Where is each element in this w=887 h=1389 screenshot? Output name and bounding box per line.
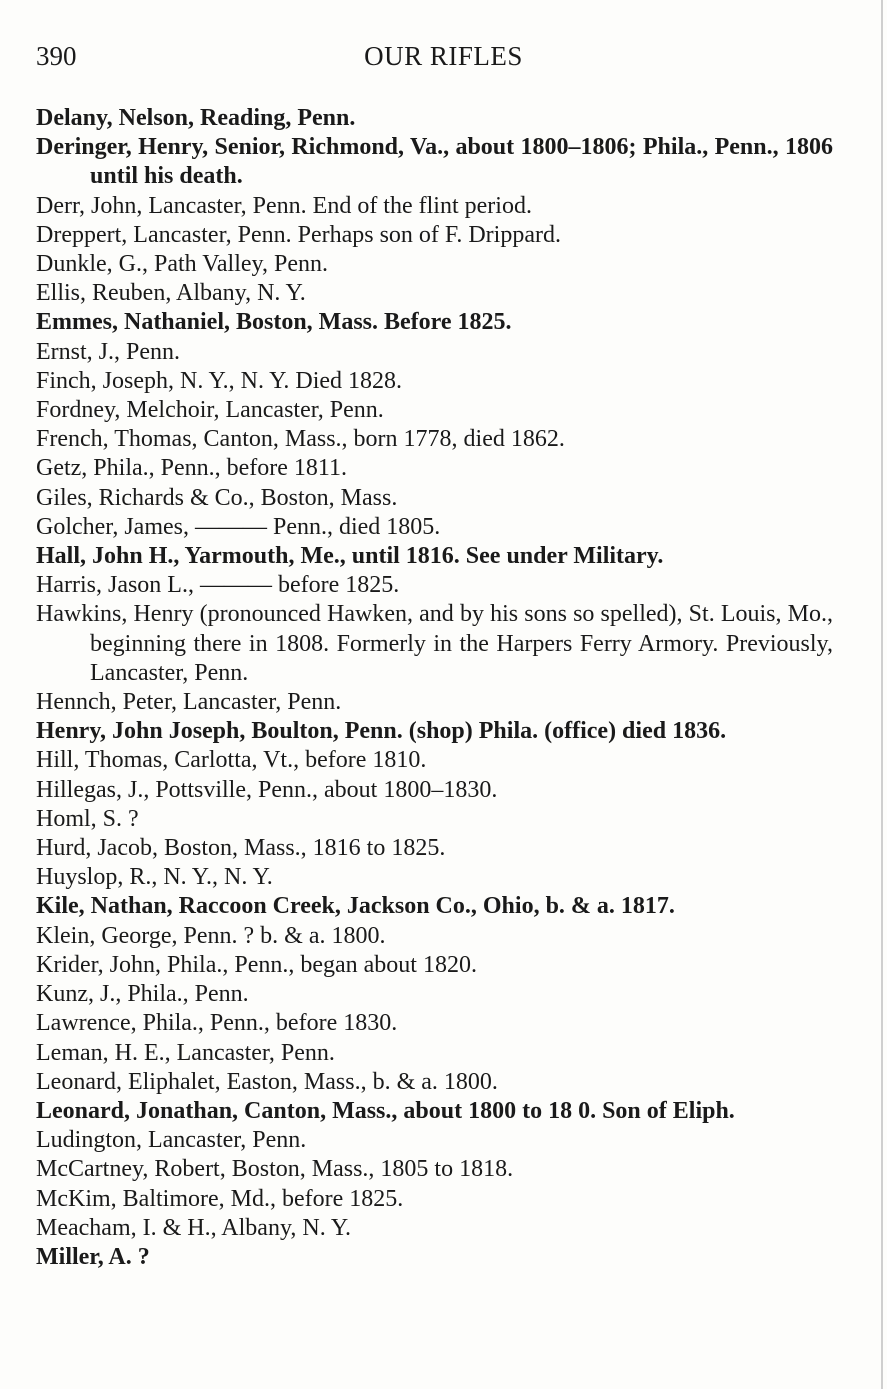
list-item: Leonard, Eliphalet, Easton, Mass., b. & a. 1800. <box>36 1068 498 1095</box>
page-number: 390 <box>36 41 77 71</box>
list-item: Lawrence, Phila., Penn., before 1830. <box>36 1010 398 1037</box>
list-item: Hall, John H., Yarmouth, Me., until 1816. See under Military. <box>36 543 664 570</box>
list-item: Henry, John Joseph, Boulton, Penn. (shop) Phila. (office) died 1836. <box>36 718 727 745</box>
list-item: Leonard, Jonathan, Canton, Mass., about 1800 to 18 0. Son of Eliph. <box>36 1097 735 1124</box>
list-item: Kile, Nathan, Raccoon Creek, Jackson Co., Ohio, b. & a. 1817. <box>36 893 675 920</box>
list-item: Deringer, Henry, Senior, Richmond, Va., about 1800–1806; Phila., Penn., 1806 until his death. <box>36 134 833 190</box>
list-item: McCartney, Robert, Boston, Mass., 1805 to 1818. <box>36 1156 514 1183</box>
list-item: Emmes, Nathaniel, Boston, Mass. Before 1825. <box>36 309 512 336</box>
list-item: Dreppert, Lancaster, Penn. Perhaps son of F. Drippard. <box>36 221 561 248</box>
list-item: Giles, Richards & Co., Boston, Mass. <box>36 484 398 511</box>
list-item: Meacham, I. & H., Albany, N. Y. <box>36 1214 352 1241</box>
list-item: French, Thomas, Canton, Mass., born 1778, died 1862. <box>36 426 565 453</box>
list-item: Kunz, J., Phila., Penn. <box>36 981 249 1008</box>
list-item: Klein, George, Penn. ? b. & a. 1800. <box>36 922 386 949</box>
list-item: Ellis, Reuben, Albany, N. Y. <box>36 280 306 307</box>
list-item: Miller, A. ? <box>36 1243 150 1270</box>
list-item: Golcher, James, ——— Penn., died 1805. <box>36 513 441 540</box>
list-item: Harris, Jason L., ——— before 1825. <box>36 572 400 599</box>
list-item: Delany, Nelson, Reading, Penn. <box>36 105 356 131</box>
list-item: Krider, John, Phila., Penn., began about 1820. <box>36 951 477 978</box>
gunsmith-entry-list <box>36 104 833 1272</box>
list-item: Getz, Phila., Penn., before 1811. <box>36 455 348 482</box>
list-item: Hillegas, J., Pottsville, Penn., about 1800–1830. <box>36 776 498 803</box>
list-item: Ludington, Lancaster, Penn. <box>36 1127 307 1154</box>
page-edge-divider <box>881 0 883 1389</box>
list-item: Finch, Joseph, N. Y., N. Y. Died 1828. <box>36 367 403 394</box>
list-item: Derr, John, Lancaster, Penn. End of the flint period. <box>36 192 532 219</box>
list-item: Hurd, Jacob, Boston, Mass., 1816 to 1825. <box>36 835 446 862</box>
list-item: Hill, Thomas, Carlotta, Vt., before 1810. <box>36 747 427 774</box>
list-item: Fordney, Melchoir, Lancaster, Penn. <box>36 397 384 424</box>
list-item: Leman, H. E., Lancaster, Penn. <box>36 1039 335 1066</box>
list-item: Ernst, J., Penn. <box>36 338 180 365</box>
list-item: Dunkle, G., Path Valley, Penn. <box>36 251 328 278</box>
list-item: McKim, Baltimore, Md., before 1825. <box>36 1185 404 1212</box>
list-item: Homl, S. ? <box>36 805 139 832</box>
list-item: Hennch, Peter, Lancaster, Penn. <box>36 689 342 716</box>
list-item: Huyslop, R., N. Y., N. Y. <box>36 864 273 891</box>
list-item: Hawkins, Henry (pronounced Hawken, and by his sons so spelled), St. Louis, Mo., beginning there in 1808. Formerly in the Harpers Ferry Armory. Previously, Lancaster, Penn. <box>36 601 833 686</box>
running-head-title: OUR RIFLES <box>364 41 523 71</box>
